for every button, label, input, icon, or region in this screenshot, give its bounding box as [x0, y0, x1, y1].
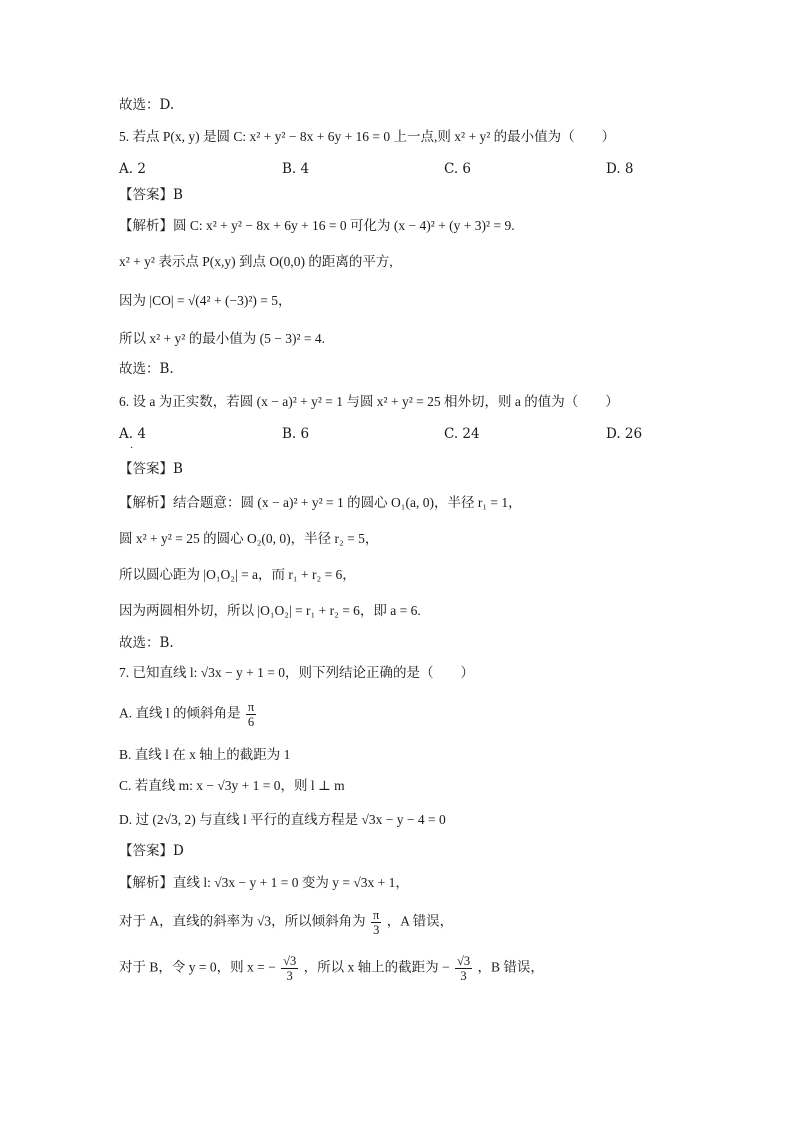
question-7: 7. 已知直线 l: √3x − y + 1 = 0，则下列结论正确的是（ ）	[119, 665, 475, 680]
q6-option-b: B. 6	[282, 426, 310, 442]
fraction	[371, 908, 381, 937]
numerator: π	[247, 700, 255, 714]
analysis-7: 【解析】直线 l: √3x − y + 1 = 0 变为 y = √3x + 1，	[119, 875, 409, 890]
text-segment: ，A 错误，	[386, 913, 454, 929]
stray-dot: ·	[130, 443, 134, 454]
q7-option-a	[119, 700, 258, 729]
analysis-5: 【解析】圆 C: x² + y² − 8x + 6y + 16 = 0 可化为 (x − 4)² + (y + 3)² = 9.	[119, 218, 515, 233]
option-a-text: A. 直线 l 的倾斜角是	[119, 705, 241, 721]
question-6: 6. 设 a 为正实数，若圆 (x − a)² + y² = 1 与圆 x² + y² = 25 相外切，则 a 的值为（ ）	[119, 394, 619, 409]
text-segment: 对于 A，直线的斜率为 √3，所以倾斜角为	[119, 913, 366, 929]
text-line: 所以圆心距为 |O₁O₂| = a，而 r₁ + r₂ = 6，	[119, 567, 356, 582]
q7-option-b: B. 直线 l 在 x 轴上的截距为 1	[119, 747, 291, 762]
q5-option-d: D. 8	[606, 161, 634, 177]
text-line: 故选：B.	[119, 635, 174, 651]
q5-option-a: A. 2	[119, 161, 146, 177]
text-line	[119, 954, 544, 983]
text-line	[119, 908, 453, 937]
answer-7: 【答案】D	[119, 843, 184, 859]
denominator: 6	[247, 715, 255, 729]
text-line: 所以 x² + y² 的最小值为 (5 − 3)² = 4.	[119, 331, 325, 346]
q7-option-d: D. 过 (2√3, 2) 与直线 l 平行的直线方程是 √3x − y − 4 = 0	[119, 812, 446, 827]
text-segment: ，B 错误，	[477, 959, 544, 975]
q5-option-b: B. 4	[282, 161, 310, 177]
fraction	[281, 954, 298, 983]
answer-6: 【答案】B	[119, 461, 183, 477]
q6-option-d: D. 26	[606, 426, 643, 442]
text-line: 因为两圆相外切，所以 |O₁O₂| = r₁ + r₂ = 6，即 a = 6.	[119, 603, 421, 618]
fraction	[246, 700, 256, 729]
text-line: x² + y² 表示点 P(x,y) 到点 O(0,0) 的距离的平方,	[119, 254, 393, 269]
text-line: 故选：D.	[119, 97, 175, 113]
question-5: 5. 若点 P(x, y) 是圆 C: x² + y² − 8x + 6y + 16 = 0 上一点,则 x² + y² 的最小值为（ ）	[119, 129, 616, 144]
text-line: 圆 x² + y² = 25 的圆心 O₂(0, 0)，半径 r₂ = 5，	[119, 531, 379, 546]
q5-option-c: C. 6	[444, 161, 472, 177]
denominator: 3	[460, 969, 467, 983]
text-segment: ，所以 x 轴上的截距为 −	[303, 959, 450, 975]
numerator: π	[373, 908, 380, 922]
q6-option-c: C. 24	[444, 426, 480, 442]
numerator: √3	[456, 954, 471, 968]
q6-option-a: A. 4	[119, 426, 146, 442]
text-line: 故选：B.	[119, 361, 174, 377]
analysis-6: 【解析】结合题意：圆 (x − a)² + y² = 1 的圆心 O₁(a, 0)，半径 r₁ = 1，	[119, 495, 522, 510]
q7-option-c: C. 若直线 m: x − √3y + 1 = 0，则 l ⊥ m	[119, 778, 345, 793]
numerator: √3	[283, 954, 297, 968]
text-segment: 对于 B，令 y = 0，则 x = −	[119, 959, 276, 975]
fraction	[455, 954, 472, 983]
text-line: 因为 |CO| = √(4² + (−3)²) = 5，	[119, 293, 292, 308]
denominator: 3	[286, 969, 293, 983]
answer-5: 【答案】B	[119, 187, 183, 203]
denominator: 3	[373, 923, 380, 937]
